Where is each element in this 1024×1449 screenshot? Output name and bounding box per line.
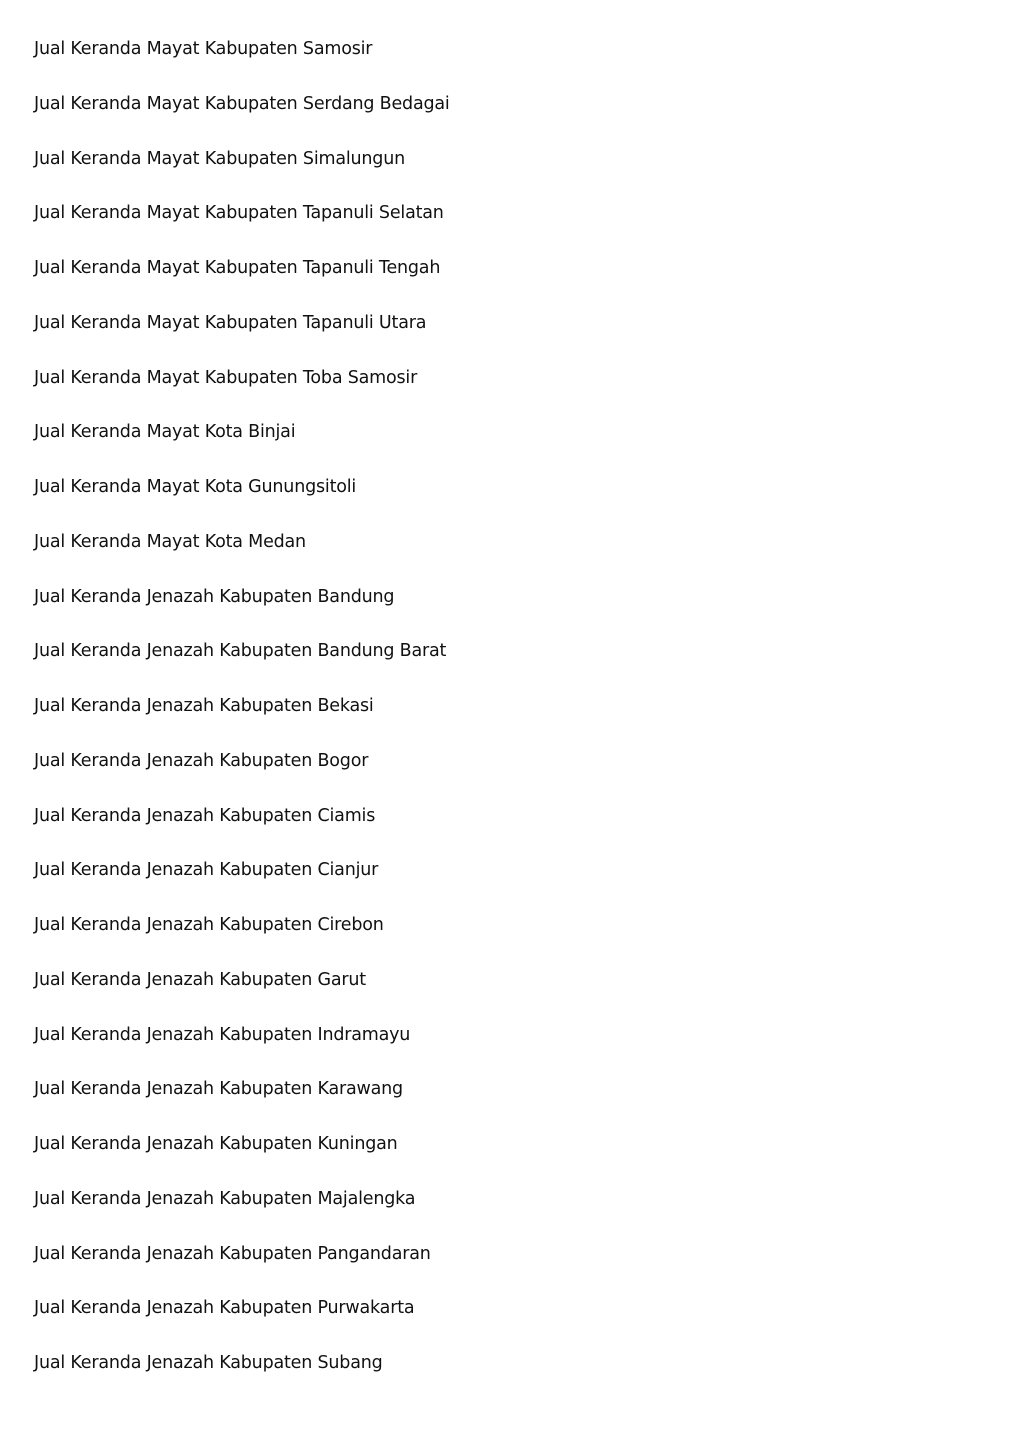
list-item: Jual Keranda Mayat Kabupaten Samosir	[34, 39, 373, 59]
list-item: Jual Keranda Jenazah Kabupaten Pangandaran	[34, 1243, 431, 1264]
list-item: Jual Keranda Mayat Kota Medan	[34, 531, 306, 552]
list-item: Jual Keranda Mayat Kabupaten Tapanuli Utara	[34, 312, 427, 333]
list-item: Jual Keranda Mayat Kota Binjai	[34, 422, 296, 443]
list-item: Jual Keranda Mayat Kabupaten Toba Samosir	[34, 367, 418, 388]
list-item: Jual Keranda Jenazah Kabupaten Bandung	[34, 586, 395, 607]
list-item: Jual Keranda Jenazah Kabupaten Bekasi	[34, 696, 374, 716]
keranda-listing	[34, 36, 450, 1405]
list-item: Jual Keranda Jenazah Kabupaten Cianjur	[34, 860, 379, 881]
list-item: Jual Keranda Mayat Kabupaten Serdang Bedagai	[34, 93, 450, 114]
list-item: Jual Keranda Jenazah Kabupaten Bandung Barat	[34, 641, 447, 662]
list-item: Jual Keranda Jenazah Kabupaten Majalengka	[34, 1188, 416, 1209]
list-item: Jual Keranda Mayat Kabupaten Tapanuli Tengah	[34, 258, 441, 278]
list-item: Jual Keranda Jenazah Kabupaten Karawang	[34, 1079, 403, 1100]
list-item: Jual Keranda Jenazah Kabupaten Bogor	[34, 750, 369, 771]
list-item: Jual Keranda Jenazah Kabupaten Indramayu	[34, 1024, 411, 1045]
list-item: Jual Keranda Jenazah Kabupaten Kuningan	[34, 1134, 398, 1154]
list-item: Jual Keranda Jenazah Kabupaten Ciamis	[34, 805, 376, 826]
list-item: Jual Keranda Jenazah Kabupaten Cirebon	[34, 915, 384, 935]
list-item: Jual Keranda Mayat Kabupaten Simalungun	[34, 148, 405, 169]
list-item: Jual Keranda Mayat Kota Gunungsitoli	[34, 477, 357, 497]
list-item: Jual Keranda Jenazah Kabupaten Subang	[34, 1353, 383, 1373]
list-item: Jual Keranda Jenazah Kabupaten Purwakarta	[34, 1298, 415, 1319]
list-item: Jual Keranda Mayat Kabupaten Tapanuli Selatan	[34, 203, 444, 224]
list-item: Jual Keranda Jenazah Kabupaten Garut	[34, 969, 366, 990]
